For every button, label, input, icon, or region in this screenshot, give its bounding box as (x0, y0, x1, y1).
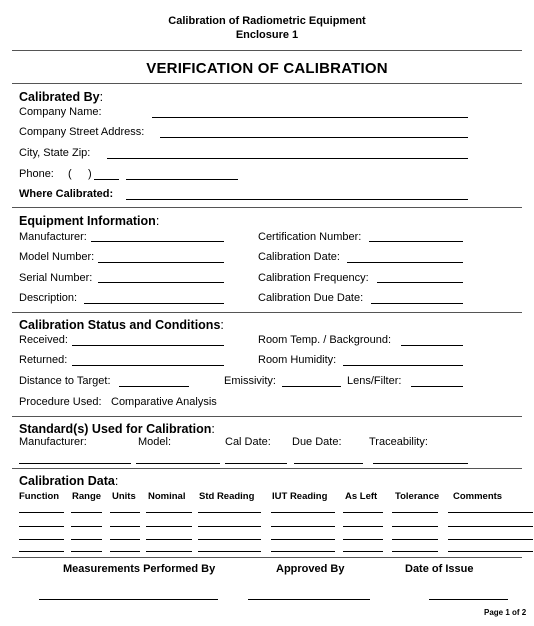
phone-label: Phone: (19, 168, 54, 180)
cal-due-date-label: Calibration Due Date: (258, 292, 364, 304)
returned-field[interactable] (72, 365, 224, 366)
data-cell-line[interactable] (448, 551, 533, 552)
section-heading-calibrated-by: Calibrated By: (19, 90, 104, 104)
divider (12, 83, 522, 84)
divider (12, 468, 522, 469)
data-cell-line[interactable] (271, 551, 335, 552)
model-number-label: Model Number: (19, 251, 95, 263)
section-heading-status: Calibration Status and Conditions: (19, 318, 224, 332)
std-model-field[interactable] (136, 463, 220, 464)
column-header-function: Function (19, 491, 60, 502)
data-cell-line[interactable] (71, 526, 102, 527)
data-cell-line[interactable] (392, 526, 438, 527)
std-due-date-label: Due Date: (292, 436, 342, 448)
company-name-label: Company Name: (19, 106, 102, 118)
data-cell-line[interactable] (19, 526, 64, 527)
data-cell-line[interactable] (110, 551, 140, 552)
model-number-field[interactable] (98, 262, 224, 263)
procedure-value: Comparative Analysis (111, 396, 217, 408)
manufacturer-label: Manufacturer: (19, 231, 87, 243)
std-cal-date-label: Cal Date: (225, 436, 271, 448)
data-cell-line[interactable] (71, 512, 102, 513)
std-cal-date-field[interactable] (225, 463, 287, 464)
data-cell-line[interactable] (343, 539, 383, 540)
std-model-label: Model: (138, 436, 172, 448)
data-cell-line[interactable] (71, 539, 102, 540)
lens-filter-label: Lens/Filter: (347, 375, 402, 387)
data-cell-line[interactable] (146, 551, 192, 552)
data-cell-line[interactable] (198, 526, 261, 527)
data-cell-line[interactable] (343, 551, 383, 552)
room-humidity-field[interactable] (343, 365, 463, 366)
data-cell-line[interactable] (71, 551, 102, 552)
cal-due-date-field[interactable] (371, 303, 463, 304)
data-cell-line[interactable] (110, 539, 140, 540)
column-header-units: Units (112, 491, 136, 502)
phone-area-open: ( (68, 168, 72, 180)
cert-number-field[interactable] (369, 241, 463, 242)
serial-number-label: Serial Number: (19, 272, 93, 284)
data-cell-line[interactable] (146, 539, 192, 540)
performed-by-label: Measurements Performed By (63, 563, 216, 575)
divider (12, 207, 522, 208)
data-cell-line[interactable] (198, 512, 261, 513)
document-header-subtitle: Enclosure 1 (235, 29, 299, 41)
column-header-comments: Comments (453, 491, 503, 502)
room-temp-field[interactable] (401, 345, 463, 346)
city-state-zip-field[interactable] (107, 158, 468, 159)
column-header-std-reading: Std Reading (199, 491, 255, 502)
section-heading-cal-data: Calibration Data: (19, 474, 119, 488)
street-address-field[interactable] (160, 137, 468, 138)
approved-by-signature-line[interactable] (248, 599, 370, 600)
section-heading-standards: Standard(s) Used for Calibration: (19, 422, 215, 436)
returned-label: Returned: (19, 354, 68, 366)
company-name-field[interactable] (152, 117, 468, 118)
serial-number-field[interactable] (98, 282, 224, 283)
data-cell-line[interactable] (110, 512, 140, 513)
column-header-nominal: Nominal (148, 491, 186, 502)
column-header-iut-reading: IUT Reading (272, 491, 328, 502)
section-heading-equipment: Equipment Information: (19, 214, 160, 228)
std-traceability-field[interactable] (373, 463, 468, 464)
column-header-range: Range (72, 491, 102, 502)
description-label: Description: (19, 292, 78, 304)
distance-label: Distance to Target: (19, 375, 111, 387)
cal-frequency-label: Calibration Frequency: (258, 272, 369, 284)
std-due-date-field[interactable] (294, 463, 363, 464)
room-temp-label: Room Temp. / Background: (258, 334, 392, 346)
received-field[interactable] (72, 345, 224, 346)
data-cell-line[interactable] (19, 512, 64, 513)
std-manufacturer-field[interactable] (19, 463, 131, 464)
data-cell-line[interactable] (198, 539, 261, 540)
data-cell-line[interactable] (392, 539, 438, 540)
page-title: VERIFICATION OF CALIBRATION (146, 60, 388, 77)
data-cell-line[interactable] (448, 539, 533, 540)
data-cell-line[interactable] (271, 512, 335, 513)
manufacturer-field[interactable] (91, 241, 224, 242)
column-header-tolerance: Tolerance (395, 491, 440, 502)
divider (12, 312, 522, 313)
data-cell-line[interactable] (448, 526, 533, 527)
data-cell-line[interactable] (198, 551, 261, 552)
approved-by-label: Approved By (276, 563, 345, 575)
procedure-label: Procedure Used: (19, 396, 102, 408)
data-cell-line[interactable] (19, 539, 64, 540)
cert-number-label: Certification Number: (258, 231, 362, 243)
std-manufacturer-label: Manufacturer: (19, 436, 87, 448)
column-header-as-left: As Left (345, 491, 378, 502)
phone-number-field[interactable] (126, 179, 238, 180)
document-header-title: Calibration of Radiometric Equipment (168, 15, 366, 27)
data-cell-line[interactable] (110, 526, 140, 527)
received-label: Received: (19, 334, 68, 346)
data-cell-line[interactable] (19, 551, 64, 552)
data-cell-line[interactable] (448, 512, 533, 513)
data-cell-line[interactable] (271, 526, 335, 527)
lens-filter-field[interactable] (411, 386, 463, 387)
description-field[interactable] (84, 303, 224, 304)
data-cell-line[interactable] (146, 512, 192, 513)
cal-date-field[interactable] (347, 262, 463, 263)
page-number: Page 1 of 2 (484, 608, 527, 617)
performed-by-signature-line[interactable] (39, 599, 218, 600)
data-cell-line[interactable] (271, 539, 335, 540)
emissivity-field[interactable] (282, 386, 341, 387)
date-of-issue-line[interactable] (429, 599, 508, 600)
where-calibrated-label: Where Calibrated: (19, 188, 114, 200)
data-cell-line[interactable] (146, 526, 192, 527)
city-state-zip-label: City, State Zip: (19, 147, 91, 159)
data-cell-line[interactable] (343, 512, 383, 513)
phone-prefix-field[interactable] (94, 179, 119, 180)
emissivity-label: Emissivity: (224, 375, 276, 387)
std-traceability-label: Traceability: (369, 436, 428, 448)
data-cell-line[interactable] (343, 526, 383, 527)
divider (12, 50, 522, 51)
divider (12, 557, 522, 558)
cal-frequency-field[interactable] (377, 282, 463, 283)
room-humidity-label: Room Humidity: (258, 354, 337, 366)
cal-date-label: Calibration Date: (258, 251, 340, 263)
data-cell-line[interactable] (392, 512, 438, 513)
phone-area-close: ) (88, 168, 92, 180)
where-calibrated-field[interactable] (126, 199, 468, 200)
date-of-issue-label: Date of Issue (405, 563, 474, 575)
distance-field[interactable] (119, 386, 189, 387)
data-cell-line[interactable] (392, 551, 438, 552)
street-address-label: Company Street Address: (19, 126, 145, 138)
divider (12, 416, 522, 417)
